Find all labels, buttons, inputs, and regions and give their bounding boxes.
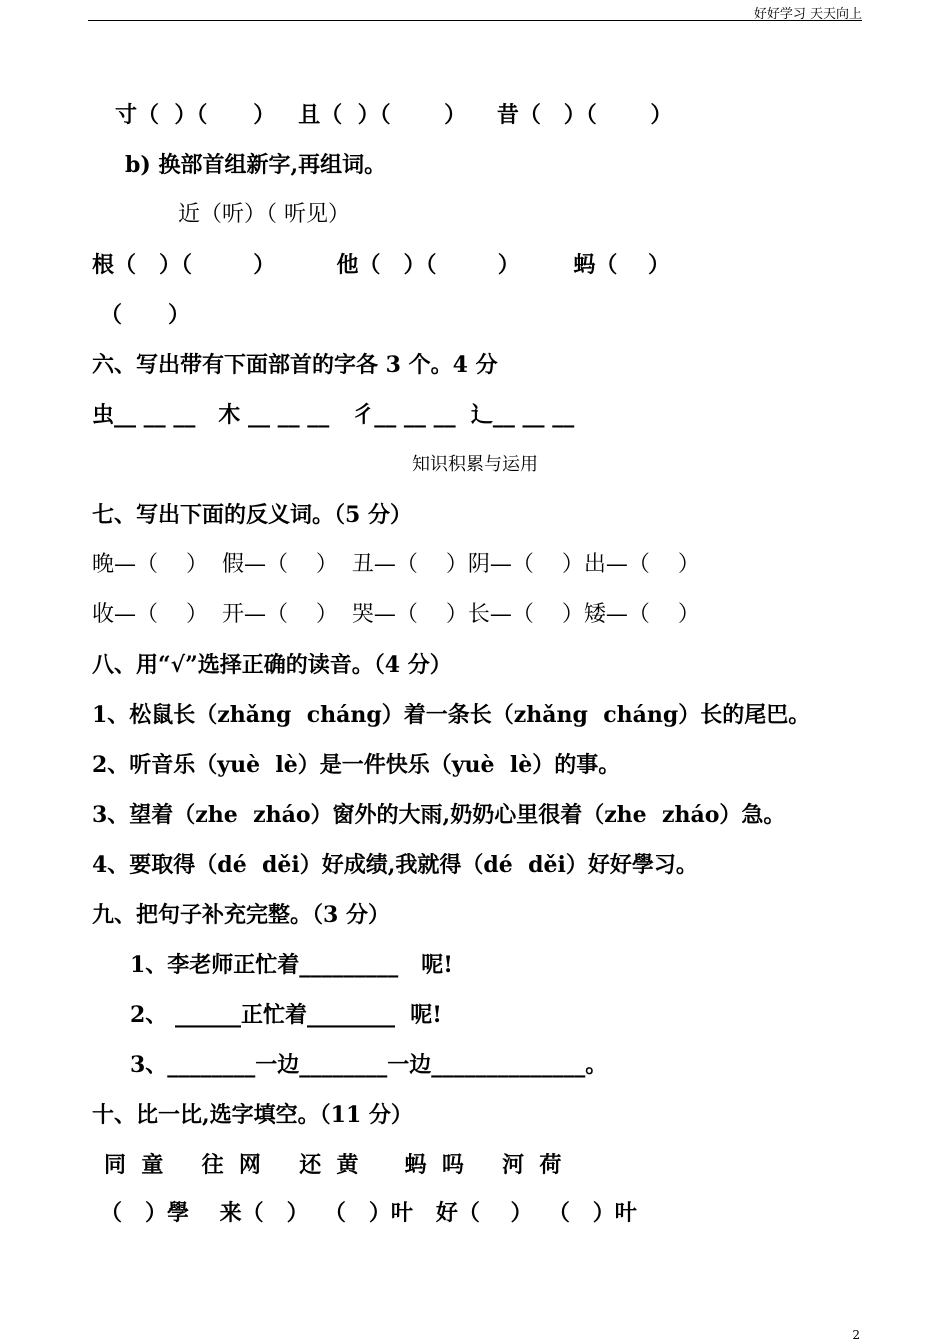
question-8-item-1: 1、松鼠长（zhǎng cháng）着一条长（zhǎng cháng）长的尾巴。 xyxy=(92,702,811,728)
running-header: 好好学习 天天向上 xyxy=(753,7,862,22)
part-b-row-continued: （ ） xyxy=(100,302,190,328)
question-9-item-3: 3、________一边________一边______________。 xyxy=(130,1052,608,1078)
question-10-blanks: （ ）學 来（ ） （ ）叶 好（ ） （ ）叶 xyxy=(100,1200,637,1226)
header-rule xyxy=(88,20,862,21)
question-9-item-2: 2、 ______正忙着________ 呢! xyxy=(130,1002,442,1028)
question-7-row-1: 晚—（ ） 假—（ ） 丑—（ ）阴—（ ）出—（ ） xyxy=(92,552,700,577)
question-8-item-2: 2、听音乐（yuè lè）是一件快乐（yuè lè）的事。 xyxy=(92,752,621,778)
part-b-instruction: b) 换部首组新字,再组词。 xyxy=(125,152,387,178)
question-8-item-4: 4、要取得（dé děi）好成绩,我就得（dé děi）好好學习。 xyxy=(92,852,698,878)
page-number: 2 xyxy=(852,1328,860,1342)
question-6-title: 六、写出带有下面部首的字各 3 个。4 分 xyxy=(92,352,498,378)
question-10-title: 十、比一比,选字填空。（11 分） xyxy=(92,1102,413,1128)
question-7-row-2: 收—（ ） 开—（ ） 哭—（ ）长—（ ）矮—（ ） xyxy=(92,602,700,627)
tail-row-cun-qie-xi: 寸（ ）（ ） 且（ ）（ ） 昔（ ）（ ） xyxy=(115,102,673,128)
question-7-title: 七、写出下面的反义词。（5 分） xyxy=(92,502,412,528)
part-b-example: 近（听）（ 听见） xyxy=(178,202,350,227)
question-8-item-3: 3、望着（zhe zháo）窗外的大雨,奶奶心里很着（zhe zháo）急。 xyxy=(92,802,786,828)
question-6-radicals: 虫__ __ __ 木 __ __ __ 彳__ __ __ 辶__ __ __ xyxy=(92,402,575,428)
question-8-title: 八、用“√”选择正确的读音。（4 分） xyxy=(92,652,452,678)
question-9-item-1: 1、李老师正忙着_________ 呢! xyxy=(130,952,453,978)
part-b-row-gen-ta-ma: 根（ ）（ ） 他（ ）（ ） 蚂（ ） xyxy=(92,252,671,278)
question-10-choices: 同 童 往 网 还 黄 蚂 吗 河 荷 xyxy=(104,1152,562,1178)
section-title: 知识积累与运用 xyxy=(412,454,538,475)
question-9-title: 九、把句子补充完整。（3 分） xyxy=(92,902,390,928)
